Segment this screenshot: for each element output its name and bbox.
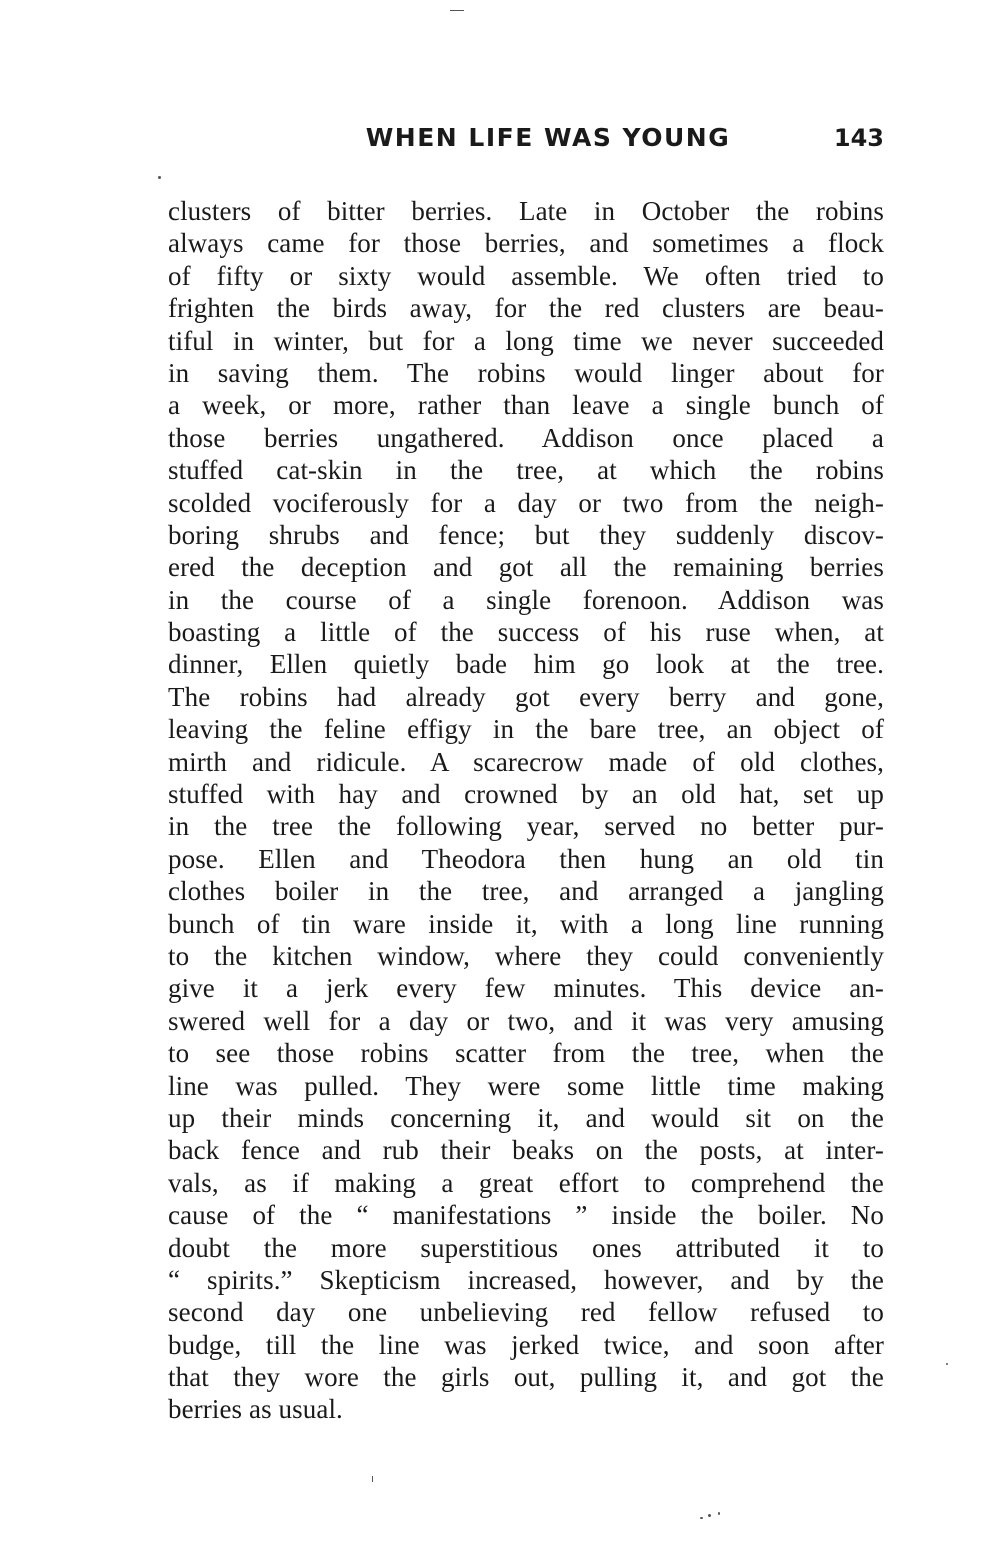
text-line: clusters of bitter berries. Late in October the robins [168,196,884,226]
running-title: WHEN LIFE WAS YOUNG [365,123,731,152]
text-line: line was pulled. They were some little time making [168,1070,884,1101]
running-head [168,118,884,158]
text-line: up their minds concerning it, and would sit on the [168,1102,884,1133]
text-line: berries as usual. [168,1394,343,1425]
text-line: that they wore the girls out, pulling it, and got the [168,1362,884,1393]
text-line: second day one unbelieving red fellow refused to [168,1297,884,1328]
text-line: in the course of a single forenoon. Addison was [168,584,884,615]
text-line: a week, or more, rather than leave a single bunch of [168,390,884,421]
scan-speck [946,1363,948,1365]
text-line: boring shrubs and fence; but they suddenly discov- [168,519,884,550]
text-line: of fifty or sixty would assemble. We often tried to [168,260,884,291]
text-line: The robins had already got every berry and gone, [168,681,884,712]
text-line: budge, till the line was jerked twice, and soon after [168,1329,884,1360]
text-line: “ spirits.” Skepticism increased, however, and by the [168,1264,884,1295]
text-line: stuffed cat-skin in the tree, at which the robins [168,455,884,486]
text-line: always came for those berries, and sometimes a flock [168,228,884,259]
text-line: cause of the “ manifestations ” inside the boiler. No [168,1200,884,1231]
text-line: to the kitchen window, where they could conveniently [168,940,884,971]
page-number: 143 [833,124,884,152]
scan-speck [372,1476,373,1482]
text-line: scolded vociferously for a day or two from the neigh- [168,487,884,518]
text-line: those berries ungathered. Addison once placed a [168,422,884,453]
text-line: frighten the birds away, for the red clusters are beau- [168,293,884,324]
text-line: bunch of tin ware inside it, with a long line running [168,908,884,939]
text-line: give it a jerk every few minutes. This device an- [168,973,884,1004]
text-line: in saving them. The robins would linger about for [168,357,884,388]
text-line: vals, as if making a great effort to comprehend the [168,1167,884,1198]
text-line: in the tree the following year, served no better pur- [168,811,884,842]
text-line: leaving the feline effigy in the bare tree, an object of [168,714,884,745]
text-line: dinner, Ellen quietly bade him go look at the tree. [168,649,884,680]
scan-speck [450,10,464,11]
scan-speck [708,1514,711,1517]
text-line: doubt the more superstitious ones attributed it to [168,1232,884,1263]
text-line: clothes boiler in the tree, and arranged a jangling [168,876,884,907]
scan-speck [700,1517,703,1519]
text-line: boasting a little of the success of his ruse when, at [168,617,884,648]
text-line: stuffed with hay and crowned by an old hat, set up [168,779,884,810]
text-line: mirth and ridicule. A scarecrow made of old clothes, [168,746,884,777]
text-line: back fence and rub their beaks on the posts, at inter- [168,1135,884,1166]
text-line: pose. Ellen and Theodora then hung an old tin [168,843,884,874]
scan-speck [158,176,161,179]
scan-speck [718,1512,720,1515]
text-line: ered the deception and got all the remaining berries [168,552,884,583]
text-line: swered well for a day or two, and it was very amusing [168,1005,884,1036]
body-paragraph [168,195,884,1426]
text-line: tiful in winter, but for a long time we never succeeded [168,325,884,356]
text-line: to see those robins scatter from the tree, when the [168,1038,884,1069]
